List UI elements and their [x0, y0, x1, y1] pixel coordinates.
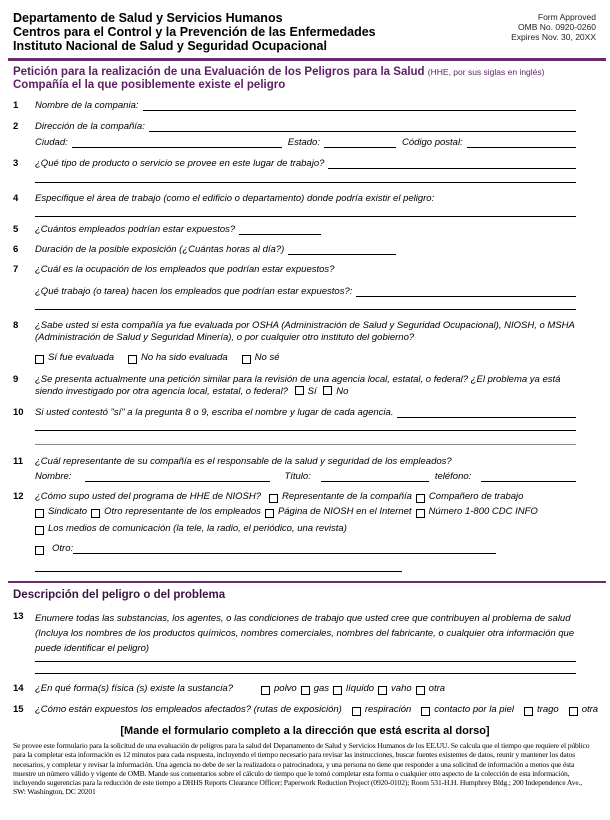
checkbox-liquid[interactable] — [333, 686, 342, 695]
agency-field-line2[interactable] — [35, 430, 576, 431]
work-area-field[interactable] — [35, 216, 576, 217]
q-label: ¿Cómo supo usted del programa de HHE de NIOSH? — [35, 491, 261, 502]
name-label: Nombre: — [35, 471, 72, 482]
other-field[interactable] — [73, 544, 496, 554]
checkbox-skin-contact[interactable] — [421, 707, 430, 716]
omb-number: OMB No. 0920-0260 — [518, 22, 596, 32]
title-label: Título: — [284, 471, 311, 482]
question-11-fields — [13, 471, 580, 483]
q-label: ¿Sabe usted si esta compañía ya fue evaluada por OSHA (Administración de Salud y Seguridad Ocupacional), NIOSH, o MSHA (Administración de Salud y Seguridad Minería), o por cualquier otro instituto del gobierno? — [35, 320, 575, 343]
option-label: trago — [537, 704, 559, 715]
option-label: respiración — [364, 704, 412, 715]
agency-field-line3[interactable] — [35, 444, 576, 445]
omb-approval — [511, 12, 596, 42]
mail-instructions: [Mande el formulario completo a la dirección que está escrita al dorso] — [120, 725, 490, 737]
q-label: ¿Se presenta actualmente una petición similar para la revisión de una agencia local, estatal, o federal? ¿El problema ya está siendo investigado por otra agencia local, estatal, o federal? — [35, 374, 561, 397]
checkbox-cdc-info[interactable] — [416, 509, 425, 518]
question-11 — [13, 456, 580, 468]
checkbox-inhalation[interactable] — [352, 707, 361, 716]
question-7-task — [13, 286, 580, 298]
q-number: 10 — [13, 407, 24, 418]
q-label: ¿Qué tipo de producto o servicio se provee en este lugar de trabajo? — [35, 158, 325, 169]
zip-label: Código postal: — [401, 137, 463, 148]
checkbox-union[interactable] — [35, 509, 44, 518]
city-label: Ciudad: — [35, 137, 68, 148]
question-2-city-row — [13, 137, 580, 149]
q-number: 4 — [13, 193, 19, 204]
q-label: Duración de la posible exposición (¿Cuántas horas al día?) — [35, 244, 285, 255]
q-label: ¿En qué forma(s) física (s) existe la sustancia? — [35, 683, 233, 694]
state-field[interactable] — [324, 138, 396, 148]
q-number: 9 — [13, 374, 19, 385]
option-label: contacto por la piel — [434, 704, 515, 715]
checkbox-other[interactable] — [35, 546, 44, 555]
q-label: ¿Cómo están expuestos los empleados afectados? (rutas de exposición) — [35, 704, 342, 715]
option-label: polvo — [274, 683, 297, 694]
option-label: Página de NIOSH en el Internet — [277, 506, 412, 517]
q-number: 2 — [13, 121, 19, 132]
rep-phone-field[interactable] — [481, 472, 576, 482]
section-divider — [8, 581, 606, 583]
checkbox-ingestion[interactable] — [524, 707, 533, 716]
question-5 — [13, 224, 580, 236]
department-name: Departamento de Salud y Servicios Humanos — [13, 11, 283, 25]
hazard-field-line2[interactable] — [35, 673, 576, 674]
question-12-other — [13, 543, 500, 555]
option-label: No — [336, 386, 349, 397]
option-label: Sindicato — [48, 506, 88, 517]
checkbox-other-form[interactable] — [416, 686, 425, 695]
phone-label: teléfono: — [434, 471, 472, 482]
checkbox-coworker[interactable] — [416, 494, 425, 503]
checkbox-niosh-web[interactable] — [265, 509, 274, 518]
q-number: 7 — [13, 264, 19, 275]
option-label: Compañero de trabajo — [428, 491, 524, 502]
rep-name-field[interactable] — [85, 472, 270, 482]
checkbox-other-rep[interactable] — [91, 509, 100, 518]
q-label: Especifique el área de trabajo (como el edificio o departamento) donde podría existir el peligro: — [35, 193, 435, 204]
question-8 — [13, 320, 580, 344]
company-name-field[interactable] — [143, 101, 577, 111]
option-label: Otro representante de los empleados — [104, 506, 261, 517]
q-number: 3 — [13, 158, 19, 169]
option-label: Número 1-800 CDC INFO — [428, 506, 538, 517]
question-12-options-2 — [13, 506, 580, 518]
checkbox-company-rep[interactable] — [269, 494, 278, 503]
agency-header — [13, 11, 376, 53]
exposure-duration-field[interactable] — [288, 245, 396, 255]
question-10 — [13, 407, 580, 419]
checkbox-gas[interactable] — [301, 686, 310, 695]
header-divider — [8, 58, 606, 61]
question-7 — [13, 264, 580, 276]
option-label: Sí fue evaluada — [48, 352, 115, 363]
option-label: líquido — [346, 683, 375, 694]
section1-subtitle: Compañía el la que posiblemente existe el peligro — [13, 79, 286, 91]
option-label: No sé — [254, 352, 280, 363]
option-label: Los medios de comunicación (la tele, la radio, el periódico, una revista) — [48, 523, 347, 534]
checkbox-not-evaluated[interactable] — [128, 355, 137, 364]
checkbox-dont-know[interactable] — [242, 355, 251, 364]
option-label: otra — [428, 683, 446, 694]
q-number: 11 — [13, 456, 24, 467]
agency-field[interactable] — [397, 408, 576, 418]
checkbox-evaluated[interactable] — [35, 355, 44, 364]
zip-field[interactable] — [467, 138, 576, 148]
q-label: ¿Cuántos empleados podrían estar expuestos? — [35, 224, 236, 235]
option-label: Representante de la compañía — [282, 491, 412, 502]
title-note: (HHE, por sus siglas en inglés) — [427, 67, 545, 77]
q-label: Enumere todas las substancias, los agentes, o las condiciones de trabajo que usted cree que contribuyen al problema de salud (Incluya los nombres de los productos químicos, nombres comerciales, nombres del fabricante, o cualquier otra información que puede identificar el peligro) — [35, 613, 575, 654]
question-3 — [13, 158, 580, 170]
rep-title-field[interactable] — [321, 472, 429, 482]
question-15 — [13, 704, 599, 716]
hazard-field-line1[interactable] — [35, 661, 576, 662]
q-label: Si usted contestó "sí" a la pregunta 8 o 9, escriba el nombre y lugar de cada agencia. — [35, 407, 394, 418]
question-12 — [13, 491, 580, 503]
question-1 — [13, 100, 580, 112]
q-number: 6 — [13, 244, 19, 255]
q-number: 13 — [13, 611, 24, 622]
checkbox-dust[interactable] — [261, 686, 270, 695]
question-8-options — [13, 352, 580, 364]
product-service-field-line2[interactable] — [35, 182, 576, 183]
question-2 — [13, 121, 580, 133]
q-label: Nombre de la compania: — [35, 100, 139, 111]
question-13 — [13, 611, 580, 656]
q-number: 1 — [13, 100, 19, 111]
approval-line: Form Approved — [537, 12, 596, 22]
checkbox-other-route[interactable] — [569, 707, 578, 716]
option-label: Sí — [307, 386, 317, 397]
question-14 — [13, 683, 580, 695]
option-label: Otro: — [52, 543, 74, 554]
checkbox-no[interactable] — [323, 386, 332, 395]
question-4 — [13, 193, 580, 205]
option-label: vaho — [391, 683, 412, 694]
niosh-name: Instituto Nacional de Salud y Seguridad Ocupacional — [13, 39, 327, 53]
question-9 — [13, 374, 580, 398]
city-field[interactable] — [72, 138, 282, 148]
checkbox-yes[interactable] — [295, 386, 304, 395]
employee-task-field[interactable] — [356, 287, 576, 297]
expiry-date: Expires Nov. 30, 20XX — [511, 32, 596, 42]
cdc-name: Centros para el Control y la Prevención de las Enfermedades — [13, 25, 376, 39]
q-number: 5 — [13, 224, 19, 235]
section1-heading — [13, 66, 544, 92]
q-label: ¿Cuál representante de su compañía es el responsable de la salud y seguridad de los empleados? — [35, 456, 452, 467]
q-number: 8 — [13, 320, 19, 331]
checkbox-vapor[interactable] — [378, 686, 387, 695]
other-field-line2[interactable] — [35, 571, 402, 572]
product-service-field[interactable] — [328, 159, 576, 169]
section2-heading: Descripción del peligro o del problema — [13, 589, 226, 601]
q-number: 15 — [13, 704, 24, 715]
employees-exposed-field[interactable] — [239, 225, 321, 235]
question-6 — [13, 244, 580, 256]
option-label: No ha sido evaluada — [141, 352, 228, 363]
option-label: otra — [581, 704, 599, 715]
q-label: ¿Qué trabajo (o tarea) hacen los empleados que podrían estar expuestos?: — [35, 286, 353, 297]
employee-task-field-line2[interactable] — [35, 309, 576, 310]
question-12-options-3 — [13, 523, 580, 535]
checkbox-media[interactable] — [35, 526, 44, 535]
q-number: 14 — [13, 683, 24, 694]
state-label: Estado: — [287, 137, 320, 148]
q-label: Dirección de la compañía: — [35, 121, 145, 132]
q-label: ¿Cuál es la ocupación de los empleados que podrían estar expuestos? — [35, 264, 335, 275]
q-number: 12 — [13, 491, 24, 502]
burden-statement: Se provee este formulario para la solicitud de una evaluación de peligros para la salud del Departamento de Salud y Servicios Humanos de los EE.UU. Se calcula que el tiempo que requiere el público para la completar esta información es 12 minutos para cada respuesta, incluyendo el tiempo necesario para revisar las instrucciones, buscar fuentes existentes de datos, reunir y mantener los datos necesarios, y completar y revisar la información. Una agencia no debe de ser la realizadora o patrocinadora, y una persona no tiene que responder a una solicitud de información a menos que ésta muestre un número válido y vigente de OMB. Mande sus comentarios sobre el cálculo de tiempo que le tomó completar esta forma o cualquier otro aspecto de la colección de esta información, incluyendo sugerencias para la reducción de este tiempo a DHHS Reports Clearance Officer; Paperwork Reduction Project (0920-0102); Room 531-H.H. Humphrey Bldg.; 200 Independence Ave., SW: Washington, DC 20201 — [13, 741, 590, 797]
company-address-field[interactable] — [149, 122, 576, 132]
form-title: Petición para la realización de una Evaluación de los Peligros para la Salud — [13, 66, 425, 78]
option-label: gas — [313, 683, 330, 694]
